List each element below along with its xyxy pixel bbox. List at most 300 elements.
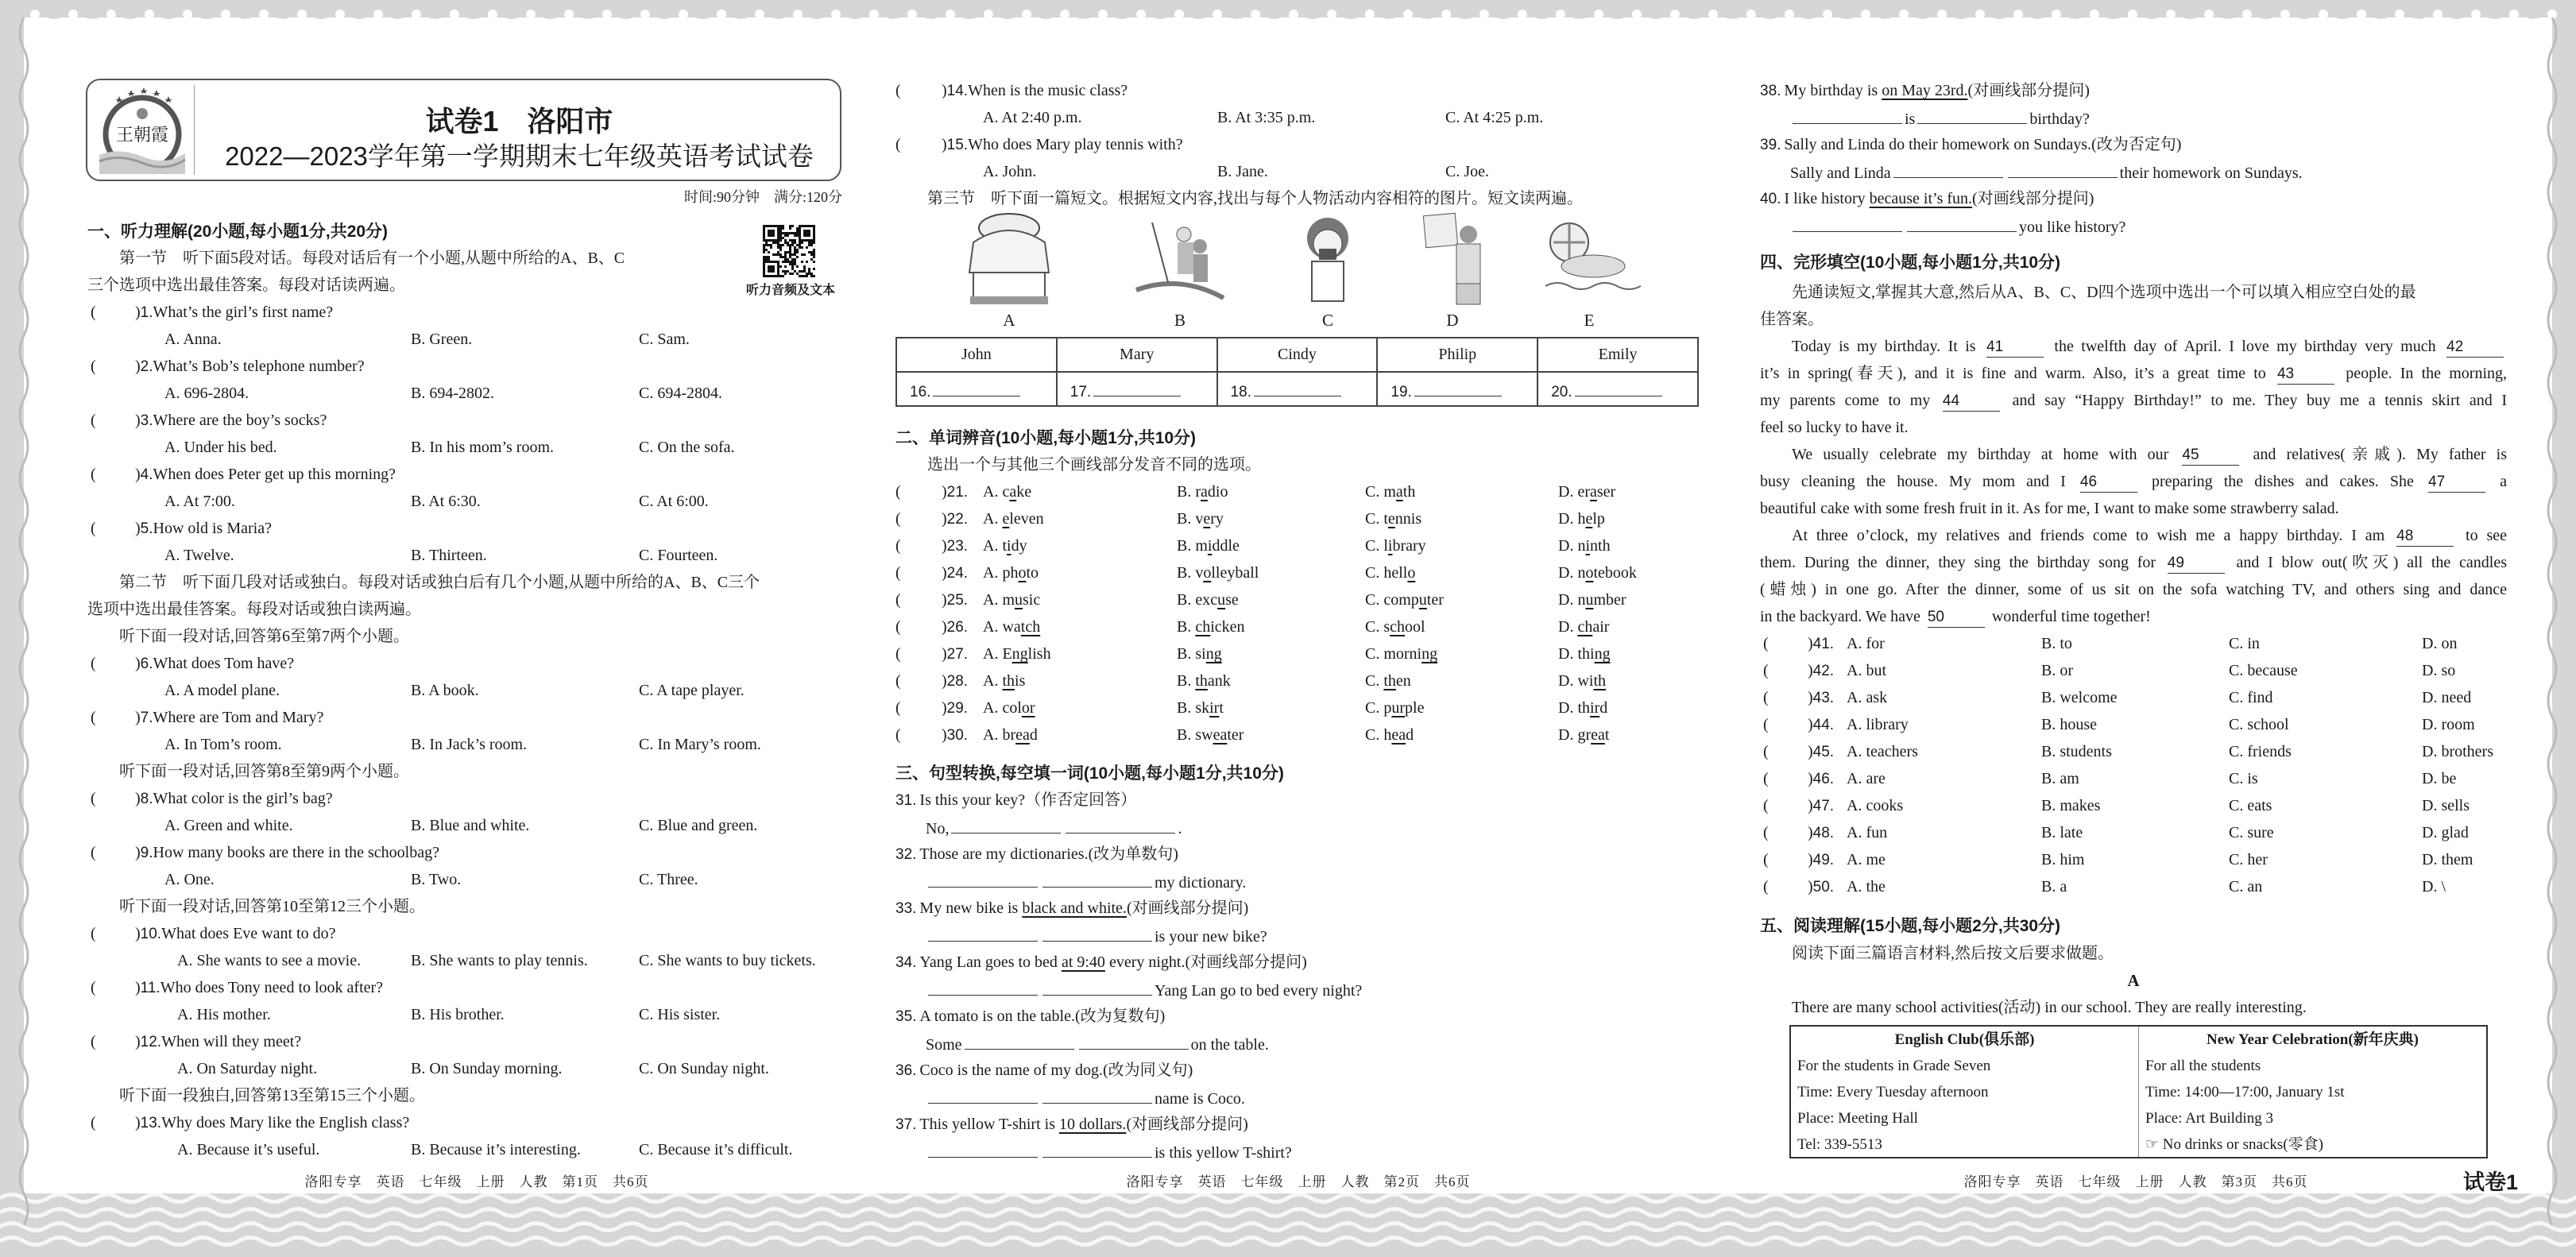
option-c[interactable]: C. At 6:00. [639,493,709,510]
option-b[interactable]: B. His brother. [411,1006,505,1023]
answer-bracket-open[interactable]: ( [895,537,901,555]
option-c[interactable]: C. On the sofa. [639,439,735,456]
option-a[interactable]: A. cooks [1847,797,1904,814]
option-a[interactable] [983,640,1051,667]
answer-cell[interactable] [1377,372,1537,406]
scallop-dot [1861,10,1870,19]
option-c[interactable]: C. She wants to buy tickets. [639,952,816,969]
answer-bracket-close: ) [135,358,141,375]
passage-line [1760,576,2507,603]
answer-bracket-open[interactable]: ( [91,466,96,483]
answer-blank[interactable] [1042,976,1152,996]
option-a[interactable]: A. A model plane. [164,682,280,699]
option-c[interactable] [1365,667,1411,694]
option-d[interactable] [1558,694,1607,721]
option-a[interactable]: A. Anna. [164,331,222,348]
answer-cell[interactable] [896,372,1057,406]
answer-bracket-open[interactable]: ( [1763,662,1769,679]
option-c[interactable]: C. 694-2804. [639,385,722,402]
answer-bracket-open[interactable]: ( [895,564,901,582]
scallop-dot [412,10,421,19]
underlined-letters: a [1201,483,1208,501]
option-b[interactable] [1177,667,1231,694]
sentence-text: (对画线部分提问) [1126,1116,1248,1133]
cloze-blank[interactable]: 48 [2396,527,2454,547]
shape [1456,284,1480,304]
answer-bracket-open[interactable]: ( [91,1114,96,1131]
option-d[interactable]: D. sells [2422,797,2470,814]
option-c[interactable]: C. A tape player. [639,682,745,699]
option-a[interactable]: A. John. [983,163,1037,180]
question-number-wrap [942,694,968,722]
option-c[interactable] [1365,478,1415,505]
answer-bracket-open[interactable]: ( [895,726,901,744]
options-row [87,1001,842,1028]
answer-bracket-open[interactable]: ( [895,483,901,501]
option-a[interactable]: A. the [1847,878,1886,895]
option-d[interactable]: D. brothers [2422,743,2493,760]
option-d[interactable]: D. them [2422,851,2474,868]
option-a[interactable] [983,505,1044,532]
option-a[interactable]: A. but [1847,662,1886,679]
swimming-picture [1530,211,1649,306]
answer-blank[interactable] [1893,158,2003,178]
option-c[interactable]: C. On Sunday night. [639,1060,769,1077]
question-number: 30. [946,727,969,744]
option-a[interactable]: A. Because it’s useful. [177,1141,320,1158]
option-text: t [1604,726,1610,744]
option-c[interactable]: C. Because it’s difficult. [639,1141,793,1158]
option-text: ter [1227,726,1244,744]
scallop-dot [1060,10,1069,19]
cloze-blank[interactable]: 43 [2277,365,2334,385]
option-a[interactable] [983,613,1040,640]
sentence-question [895,1003,1699,1030]
answer-bracket-open[interactable]: ( [91,412,96,429]
option-b[interactable] [1177,613,1245,640]
option-b[interactable]: B. Jane. [1217,163,1268,180]
cloze-blank[interactable]: 50 [1928,608,1985,628]
option-a[interactable] [983,559,1039,586]
option-a[interactable]: A. She wants to see a movie. [177,952,362,969]
cloze-blank[interactable]: 42 [2446,338,2504,358]
option-d[interactable] [1558,640,1611,667]
answer-blank[interactable] [965,1030,1074,1050]
scallop-dot [1289,10,1298,19]
sentence-text: Those are my dictionaries.(改为单数句) [919,845,1178,863]
passage-text: Today is my birthday. It is [1792,338,1976,355]
option-c[interactable]: C. find [2229,689,2273,706]
option-c[interactable] [1365,532,1426,559]
answer-bracket-open[interactable]: ( [91,925,96,942]
answer-blank[interactable] [1042,868,1152,888]
option-b[interactable]: B. A book. [411,682,479,699]
answer-blank[interactable] [2008,158,2118,178]
answer-bracket-open[interactable]: ( [1763,689,1769,706]
underlined-letters: u [1418,591,1427,609]
option-c[interactable]: C. Joe. [1445,163,1489,180]
activity-line: Time: Every Tuesday afternoon [1797,1084,1989,1100]
person-name: Philip [1377,338,1537,372]
answer-cell[interactable] [1537,372,1698,406]
option-text: D. h [1558,510,1586,528]
scallop-dot [183,10,192,19]
option-d[interactable] [1558,559,1637,586]
option-d[interactable] [1558,667,1606,694]
answer-blank[interactable] [1042,922,1152,942]
underlined-letters: i [1387,537,1393,555]
option-text: B. sk [1177,699,1210,717]
option-d[interactable]: D. room [2422,716,2475,733]
option-text: C. morni [1365,645,1422,663]
question-number: 50. [1812,879,1835,895]
question-number-wrap [1808,765,1834,793]
option-a[interactable]: A. ask [1847,689,1888,706]
option-c[interactable]: C. At 4:25 p.m. [1445,109,1544,126]
question-number-wrap [942,667,968,695]
fishing-picture [1120,211,1240,306]
answer-bracket-close: ) [135,979,141,996]
option-b[interactable] [1177,478,1228,505]
option-text: ank [1207,672,1231,690]
option-a[interactable]: A. teachers [1847,743,1918,760]
option-b[interactable]: B. At 3:35 p.m. [1217,109,1316,126]
answer-blank[interactable] [1917,104,2027,124]
option-d[interactable]: D. glad [2422,824,2469,841]
page-footer-2: 洛阳专享 英语 七年级 上册 人教 第2页 共6页 [1126,1174,1471,1189]
section-heading-cloze: 四、完形填空(10小题,每小题1分,共10分) [1760,253,2061,272]
option-a[interactable] [983,478,1031,505]
option-text: B. si [1177,645,1206,663]
option-text: A. col [983,699,1022,717]
shape [969,230,1049,273]
option-b[interactable]: B. Thirteen. [411,547,487,564]
answer-bracket-open[interactable]: ( [91,979,96,996]
option-a[interactable]: A. On Saturday night. [177,1060,318,1077]
qr-module [810,242,813,244]
option-b[interactable]: B. Because it’s interesting. [411,1141,581,1158]
qr-module [789,232,791,234]
sentence-text: I like history [1784,190,1870,207]
option-a[interactable]: A. At 2:40 p.m. [983,109,1082,126]
question-number: 39. [1760,137,1781,153]
answer-bracket-open[interactable]: ( [895,699,901,717]
option-a[interactable] [983,694,1035,721]
activity-title: English Club(俱乐部) [1894,1031,2035,1048]
cloze-blank[interactable]: 47 [2428,473,2485,493]
page-footer-1: 洛阳专享 英语 七年级 上册 人教 第1页 共6页 [304,1174,649,1189]
sentence-text: This yellow T-shirt is [919,1116,1059,1133]
option-c[interactable]: C. school [2229,716,2289,733]
answer-bracket-close: ) [135,1114,141,1131]
options-row [87,677,842,704]
option-b[interactable] [1177,721,1244,748]
option-b[interactable]: B. Two. [411,871,462,888]
question-number: 5. [140,520,153,537]
option-b[interactable]: B. to [2041,635,2072,652]
option-a[interactable] [983,721,1038,748]
option-c[interactable] [1365,613,1425,640]
option-b[interactable]: B. makes [2041,797,2101,814]
option-b[interactable]: B. In Jack’s room. [411,736,528,753]
answer-bracket-open[interactable]: ( [1763,824,1769,841]
option-text: D. [1558,618,1578,636]
instruction-text: 佳答案。 [1760,311,1824,328]
question-9 [87,839,842,866]
question-number: 6. [140,656,153,672]
question-number-wrap [1808,711,1834,739]
answer-blank[interactable] [1254,377,1341,396]
option-b[interactable]: B. house [2041,716,2097,733]
scallop-dot [1251,10,1260,19]
answer-bracket-open[interactable]: ( [91,304,96,321]
option-a[interactable]: A. for [1847,635,1885,652]
answer-blank[interactable] [1079,1030,1189,1050]
option-a[interactable]: A. fun [1847,824,1888,841]
option-a[interactable]: A. 696-2804. [164,385,249,402]
cloze-blank[interactable]: 44 [1943,392,2000,412]
answer-bracket-open[interactable]: ( [1763,716,1769,733]
section-heading-reading: 五、阅读理解(15小题,每小题2分,共30分) [1760,917,2061,935]
option-d[interactable] [1558,721,1609,748]
option-text: th [1402,483,1416,501]
answer-bracket-open[interactable]: ( [895,672,901,690]
answer-blank[interactable] [928,868,1038,888]
option-b[interactable]: B. She wants to play tennis. [411,952,588,969]
option-c[interactable]: C. Sam. [639,331,690,348]
answer-bracket-open[interactable]: ( [91,358,96,375]
answer-bracket-open[interactable]: ( [895,618,901,636]
cloze-blank[interactable]: 41 [1986,338,2044,358]
option-d[interactable] [1558,505,1605,532]
option-c[interactable] [1365,721,1414,748]
option-c[interactable]: C. His sister. [639,1006,721,1023]
cloze-blank[interactable]: 45 [2182,446,2239,466]
answer-blank[interactable] [928,1084,1038,1104]
option-b[interactable]: B. am [2041,770,2079,787]
picture-label: C [1321,311,1334,330]
option-a[interactable]: A. library [1847,716,1909,733]
option-c[interactable]: C. eats [2229,797,2272,814]
option-b[interactable]: B. Blue and white. [411,817,530,834]
answer-blank[interactable] [928,922,1038,942]
answer-blank[interactable] [928,1138,1038,1158]
answer-blank[interactable] [1907,212,2017,232]
question-number: 23. [946,538,969,555]
option-text: dio [1207,483,1228,501]
scallop-dot [1365,10,1375,19]
option-b[interactable] [1177,505,1224,532]
answer-bracket-open[interactable]: ( [1763,797,1769,814]
pronunciation-question [895,667,1699,694]
passage-line [1760,360,2507,387]
answer-bracket-close: ) [942,672,947,690]
option-d[interactable]: D. \ [2422,878,2446,895]
option-d[interactable]: D. on [2422,635,2458,652]
answer-blank[interactable] [1093,377,1181,396]
option-b[interactable] [1177,559,1259,586]
answer-bracket-open[interactable]: ( [895,591,901,609]
option-d[interactable] [1558,478,1615,505]
option-c[interactable]: C. is [2229,770,2258,787]
option-text: B. exc [1177,591,1218,609]
option-d[interactable]: D. be [2422,770,2457,787]
answer-bracket-open[interactable]: ( [91,655,96,672]
cloze-blank[interactable]: 49 [2168,554,2225,574]
option-b[interactable]: B. him [2041,851,2085,868]
activity-new-year-celebration [2138,1027,2486,1157]
scallop-dot [717,10,726,19]
answer-bracket-open[interactable]: ( [895,645,901,663]
option-b[interactable]: B. welcome [2041,689,2118,706]
option-b[interactable]: B. On Sunday morning. [411,1060,563,1077]
option-b[interactable]: B. or [2041,662,2073,679]
underlined-letters: ch [1195,618,1211,636]
option-d[interactable] [1558,586,1626,613]
question-number: 35. [895,1008,917,1025]
option-a[interactable]: A. Under his bed. [164,439,277,456]
sentence-text: their homework on Sundays. [2119,164,2303,182]
option-a[interactable]: A. At 7:00. [164,493,235,510]
scallop-dot [68,10,78,19]
option-a[interactable]: A. In Tom’s room. [164,736,282,753]
option-c[interactable]: C. Three. [639,871,698,888]
question-13 [87,1109,842,1136]
scallop-dot [1975,10,1985,19]
answer-blank[interactable] [951,814,1061,833]
option-text: ry [1210,510,1224,528]
answer-bracket-open[interactable]: ( [895,82,901,99]
qr-module [794,234,796,237]
option-b[interactable]: B. In his mom’s room. [411,439,555,456]
option-c[interactable]: C. friends [2229,743,2292,760]
option-b[interactable] [1177,532,1240,559]
sentence-answer-line [895,1084,1699,1111]
listening-page1 [87,245,842,1163]
option-a[interactable]: A. One. [164,871,215,888]
answer-bracket-open[interactable]: ( [895,510,901,528]
qr-module [801,242,803,244]
option-a[interactable]: A. are [1847,770,1886,787]
answer-bracket-open[interactable]: ( [895,136,901,153]
underlined-letters: ir [1590,699,1600,717]
answer-blank[interactable] [1066,814,1175,833]
sentence-answer-line [895,1030,1699,1057]
passage-text: busy cleaning the house. My mom and I [1760,473,2066,490]
answer-bracket-open[interactable]: ( [91,844,96,861]
option-a[interactable]: A. me [1847,851,1886,868]
exam-title: 试卷1 洛阳市 [425,105,613,137]
question-number-wrap [942,613,968,641]
option-a[interactable] [983,532,1027,559]
cloze-blank[interactable]: 46 [2080,473,2137,493]
answer-bracket-open[interactable]: ( [1763,878,1769,895]
option-b[interactable]: B. Green. [411,331,473,348]
option-d[interactable] [1558,613,1609,640]
passage-text: At three o’clock, my relatives and friends come to wish me a happy birthday. I am [1792,527,2385,544]
option-c[interactable]: C. her [2229,851,2268,868]
option-c[interactable] [1365,586,1444,613]
option-a[interactable] [983,667,1025,694]
option-c[interactable] [1365,505,1421,532]
option-d[interactable]: D. so [2422,662,2456,679]
option-b[interactable]: B. a [2041,878,2067,895]
answer-blank[interactable] [1575,377,1662,396]
option-c[interactable]: C. Blue and green. [639,817,758,834]
answer-blank[interactable] [1042,1138,1152,1158]
answer-blank[interactable] [933,377,1020,396]
option-c[interactable]: C. In Mary’s room. [639,736,761,753]
shape [970,296,1048,304]
option-b[interactable]: B. At 6:30. [411,493,481,510]
underlined-letters: a [1589,483,1597,501]
person-name: John [896,338,1057,372]
answer-bracket-open[interactable]: ( [91,1033,96,1050]
option-d[interactable]: D. need [2422,689,2472,706]
scallop-dot [1746,10,1756,19]
sentence-question [1760,185,2507,212]
answer-bracket-open[interactable]: ( [1763,743,1769,760]
underlined-letters: ea [1591,726,1605,744]
answer-bracket-open[interactable]: ( [1763,635,1769,652]
option-c[interactable]: C. because [2229,662,2298,679]
answer-blank[interactable] [1793,104,1902,124]
qr-finder [768,230,775,237]
activity-line: Place: Art Building 3 [2145,1110,2273,1127]
passage-text: feel so lucky to have it. [1760,419,1909,436]
option-c[interactable]: C. sure [2229,824,2274,841]
option-text: D. gr [1558,726,1592,744]
option-c[interactable] [1365,694,1424,721]
answer-bracket-open[interactable]: ( [1763,770,1769,787]
option-text: ser [1596,483,1616,501]
answer-blank[interactable] [928,976,1038,996]
answer-bracket-open[interactable]: ( [91,709,96,726]
underlined-letters: ir [1209,699,1220,717]
answer-cell[interactable] [1217,372,1378,406]
answer-bracket-open[interactable]: ( [1763,851,1769,868]
option-c[interactable] [1365,640,1437,667]
question-number: 10. [140,926,162,942]
option-b[interactable] [1177,586,1239,613]
option-c[interactable]: C. an [2229,878,2263,895]
option-b[interactable] [1177,640,1222,667]
answer-bracket-open[interactable]: ( [91,790,96,807]
option-a[interactable] [983,586,1040,613]
option-a[interactable]: A. His mother. [177,1006,271,1023]
answer-bracket-open[interactable]: ( [91,520,96,537]
answer-blank[interactable] [1042,1084,1152,1104]
answer-blank[interactable] [1793,212,1902,232]
sentence-text: (对画线部分提问) [1972,190,2094,207]
option-b[interactable]: B. students [2041,743,2112,760]
answer-bracket-close: ) [942,618,947,636]
option-d[interactable] [1558,532,1611,559]
option-c[interactable]: C. in [2229,635,2260,652]
answer-blank[interactable] [1414,377,1502,396]
option-a[interactable]: A. Twelve. [164,547,234,564]
option-a[interactable]: A. Green and white. [164,817,293,834]
option-c[interactable] [1365,559,1415,586]
question-number: 36. [895,1062,917,1079]
option-b[interactable]: B. late [2041,824,2083,841]
sentence-answer-line [895,976,1699,1003]
option-b[interactable]: B. 694-2802. [411,385,494,402]
option-c[interactable]: C. Fourteen. [639,547,718,564]
underlined-letters: i [1207,537,1213,555]
answer-cell[interactable] [1057,372,1217,406]
option-b[interactable] [1177,694,1224,721]
